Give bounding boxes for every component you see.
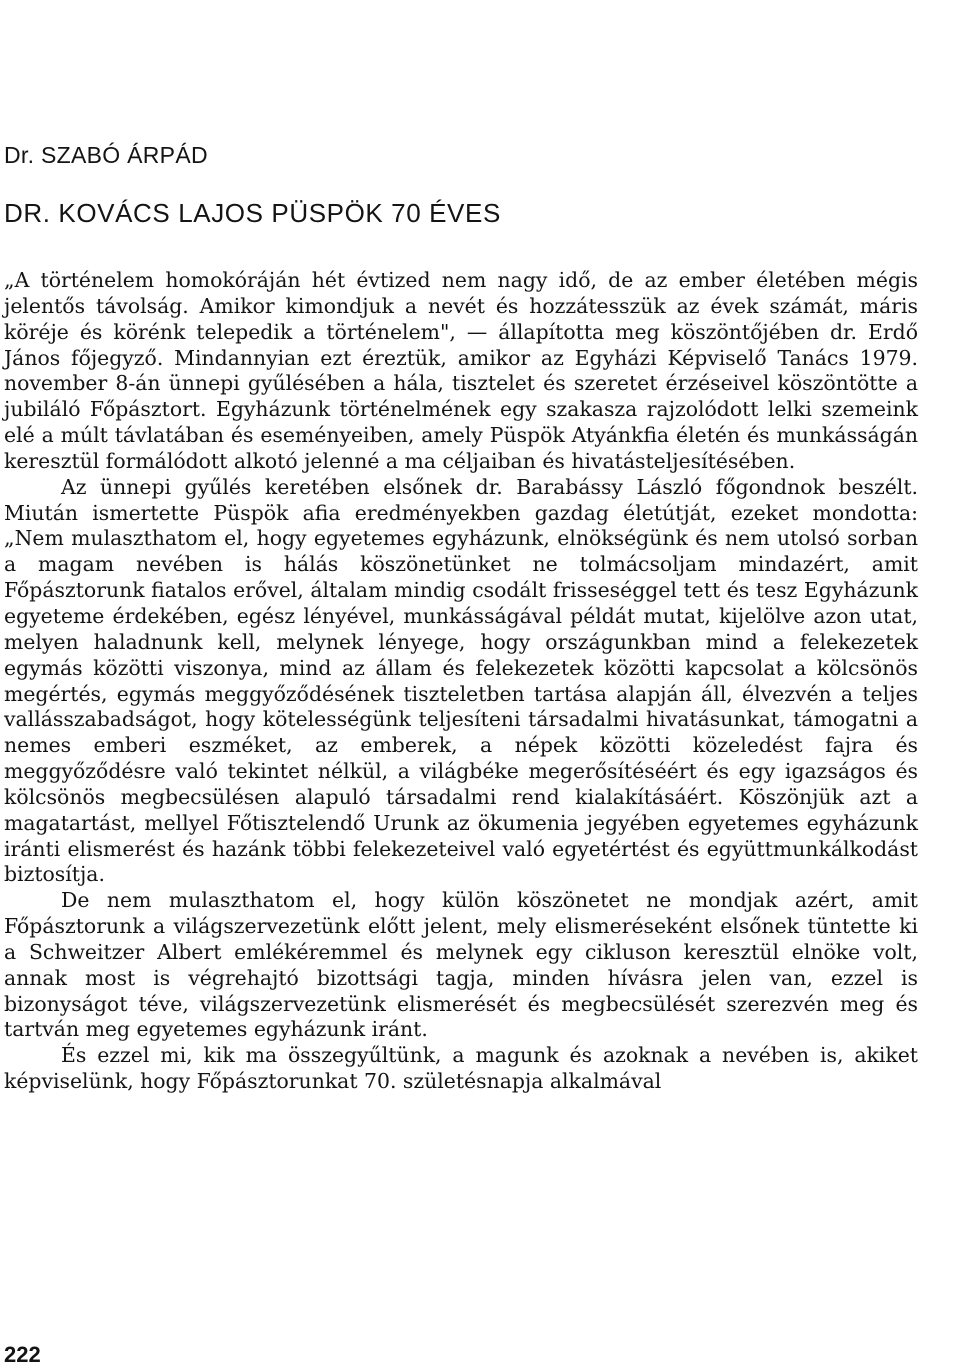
article-body (4, 268, 918, 1095)
body-paragraph: Az ünnepi gyűlés keretében elsőnek dr. Barabássy László főgondnok beszélt. Miután ismertette Püspök afia eredményekben gazdag életútját, ezeket mondotta: „Nem mulaszthatom el, hogy egyetemes egyházunk, elnökségünk és nem utolsó sorban a magam nevében is hálás köszönetünket ne tolmácsoljam mindazért, amit Főpásztorunk fiatalos erővel, általam mindig csodált frisseséggel tett és tesz Egyházunk egyeteme érdekében, egész lényével, munkásságával példát mutat, kijelölve azon utat, melyen haladnunk kell, melynek lényege, hogy országunkban mind a felekezetek egymás közötti viszonya, mind az állam és felekezetek közötti kapcsolat a kölcsönös megértés, egymás meggyőződésének tiszteletben tartása alapján áll, élvezvén a teljes vallásszabadságot, hogy kötelességünk teljesíteni társadalmi hivatásunkat, támogatni a nemes emberi eszméket, az emberek, a népek közötti közeledést fajra és meggyőződésre való tekintet nélkül, a világbéke megerősítéséért és egy igazságos és kölcsönös megbecsülésen alapuló társadalmi rend kialakításáért. Köszönjük azt a magatartást, mellyel Főtisztelendő Urunk az ökumenia jegyében egyetemes egyházunk iránti elismerést és hazánk többi felekezeteivel való egyetértést és együttmunkálkodást biztosítja. (4, 474, 918, 887)
body-paragraph: De nem mulaszthatom el, hogy külön köszönetet ne mondjak azért, amit Főpásztorunk a világszervezetünk előtt jelent, mely elismeréseként elsőnek tüntette ki a Schweitzer Albert emlékéremmel és melynek egy cikluson keresztül elnöke volt, annak most is végrehajtó bizottsági tagja, minden hívásra jelen van, ezzel is bizonyságot téve, világszervezetünk elismerését és megbecsülését szerezvén meg és tartván meg egyetemes egyházunk iránt. (4, 888, 918, 1042)
article-title: DR. KOVÁCS LAJOS PÜSPÖK 70 ÉVES (4, 198, 501, 228)
author-name: Dr. SZABÓ ÁRPÁD (4, 142, 208, 168)
body-paragraph: „A történelem homokóráján hét évtized nem nagy idő, de az ember életében mégis jelentős távolság. Amikor kimondjuk a nevét és hozzátesszük az évek számát, máris köréje és körénk telepedik a történelem", — állapította meg köszöntőjében dr. Erdő János főjegyző. Mindannyian ezt éreztük, amikor az Egyházi Képviselő Tanács 1979. november 8-án ünnepi gyűlésében a hála, tisztelet és szeretet érzéseivel köszöntötte a jubiláló Főpásztort. Egyházunk történelmének egy szakasza rajzolódott lelki szemeink elé a múlt távlatában és eseményeiben, amely Püspök Atyánkfia életén és munkásságán keresztül formálódott alkotó jelenné a ma céljaiban és hivatásteljesítésében. (4, 268, 918, 473)
body-paragraph: És ezzel mi, kik ma összegyűltünk, a magunk és azoknak a nevében is, akiket képviselünk, hogy Főpásztorunkat 70. születésnapja alkalmával (4, 1043, 918, 1094)
page-number: 222 (4, 1342, 41, 1367)
